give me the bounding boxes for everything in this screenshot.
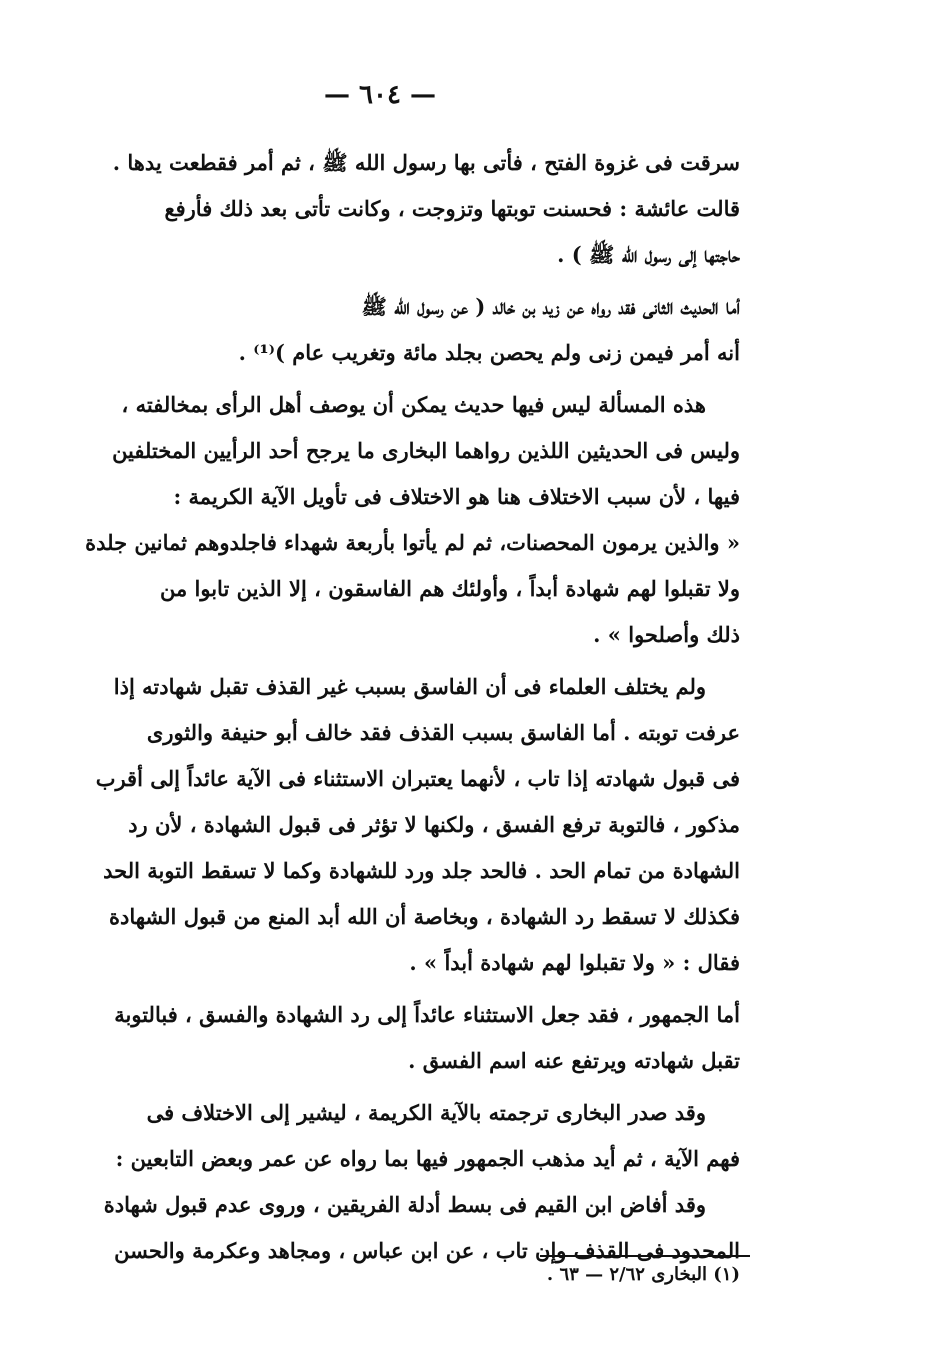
text-line: أنه أمر فيمن زنى ولم يحصن بجلد مائة وتغريب عام )⁽¹⁾ . [238,340,740,365]
text-line: عرفت توبته . أما الفاسق بسبب القذف فقد خالف أبو حنيفة والثورى [146,720,740,745]
text-line: وليس فى الحديثين اللذين رواهما البخارى ما يرجح أحد الرأيين المختلفين [112,438,740,463]
text-line: مذكور ، فالتوبة ترفع الفسق ، ولكنها لا تؤثر فى قبول الشهادة ، لأن رد [128,812,740,837]
text-line: « والذين يرمون المحصنات، ثم لم يأتوا بأربعة شهداء فاجلدوهم ثمانين جلدة [85,530,740,555]
text-line: هذه المسألة ليس فيها حديث يمكن أن يوصف أهل الرأى بمخالفته ، [121,392,706,417]
text-line: وقد أفاض ابن القيم فى بسط أدلة الفريقين ، وروى عدم قبول شهادة [103,1192,706,1217]
page-number: — ٦٠٤ — [323,80,437,110]
page-body [72,140,740,1274]
text-line: قالت عائشة : فحسنت توبتها وتزوجت ، وكانت تأتى بعد ذلك فأرفع [164,196,740,221]
text-line: أما الجمهور ، فقد جعل الاستثناء عائداً إلى رد الشهادة والفسق ، فبالتوبة [114,1002,740,1027]
text-line: ولم يختلف العلماء فى أن الفاسق بسبب غير القذف تقبل شهادته إذا [113,674,706,699]
text-line: فهم الآية ، ثم أيد مذهب الجمهور فيها بما رواه عن عمر وبعض التابعين : [115,1146,740,1171]
text-line: ولا تقبلوا لهم شهادة أبداً ، وأولئك هم الفاسقون ، إلا الذين تابوا من [159,576,740,601]
text-line: سرقت فى غزوة الفتح ، فأتى بها رسول الله ﷺ ، ثم أمر فقطعت يدها . [112,150,740,175]
text-line: الشهادة من تمام الحد . فالحد جلد ورد للشهادة وكما لا تسقط التوبة الحد [103,858,740,883]
text-line: فيها ، لأن سبب الاختلاف هنا هو الاختلاف فى تأويل الآية الكريمة : [173,484,740,509]
text-line: ذلك وأصلحوا » . [593,622,740,647]
text-line: فقال : « ولا تقبلوا لهم شهادة أبداً » . [409,950,740,975]
footnote: (١) البخارى ٢/٦٢ — ٦٣ . [546,1264,740,1285]
text-line: أما الحديث الثانى فقد رواه عن زيد بن خالد ( عن رسول الله ﷺ [361,294,740,319]
text-line: فى قبول شهادته إذا تاب ، لأنهما يعتبران الاستثناء فى الآية عائداً إلى أقرب [95,766,740,791]
footnote-divider [540,1255,750,1257]
text-line: المحدود فى القذف وإن تاب ، عن ابن عباس ، ومجاهد وعكرمة والحسن [114,1238,740,1263]
text-line: وقد صدر البخارى ترجمته بالآية الكريمة ، ليشير إلى الاختلاف فى [146,1100,706,1125]
text-line: فكذلك لا تسقط رد الشهادة ، وبخاصة أن الله أبد المنع من قبول الشهادة [108,904,740,929]
text-line: حاجتها إلى رسول الله ﷺ ) . [557,242,740,267]
text-line: تقبل شهادته ويرتفع عنه اسم الفسق . [408,1048,740,1073]
